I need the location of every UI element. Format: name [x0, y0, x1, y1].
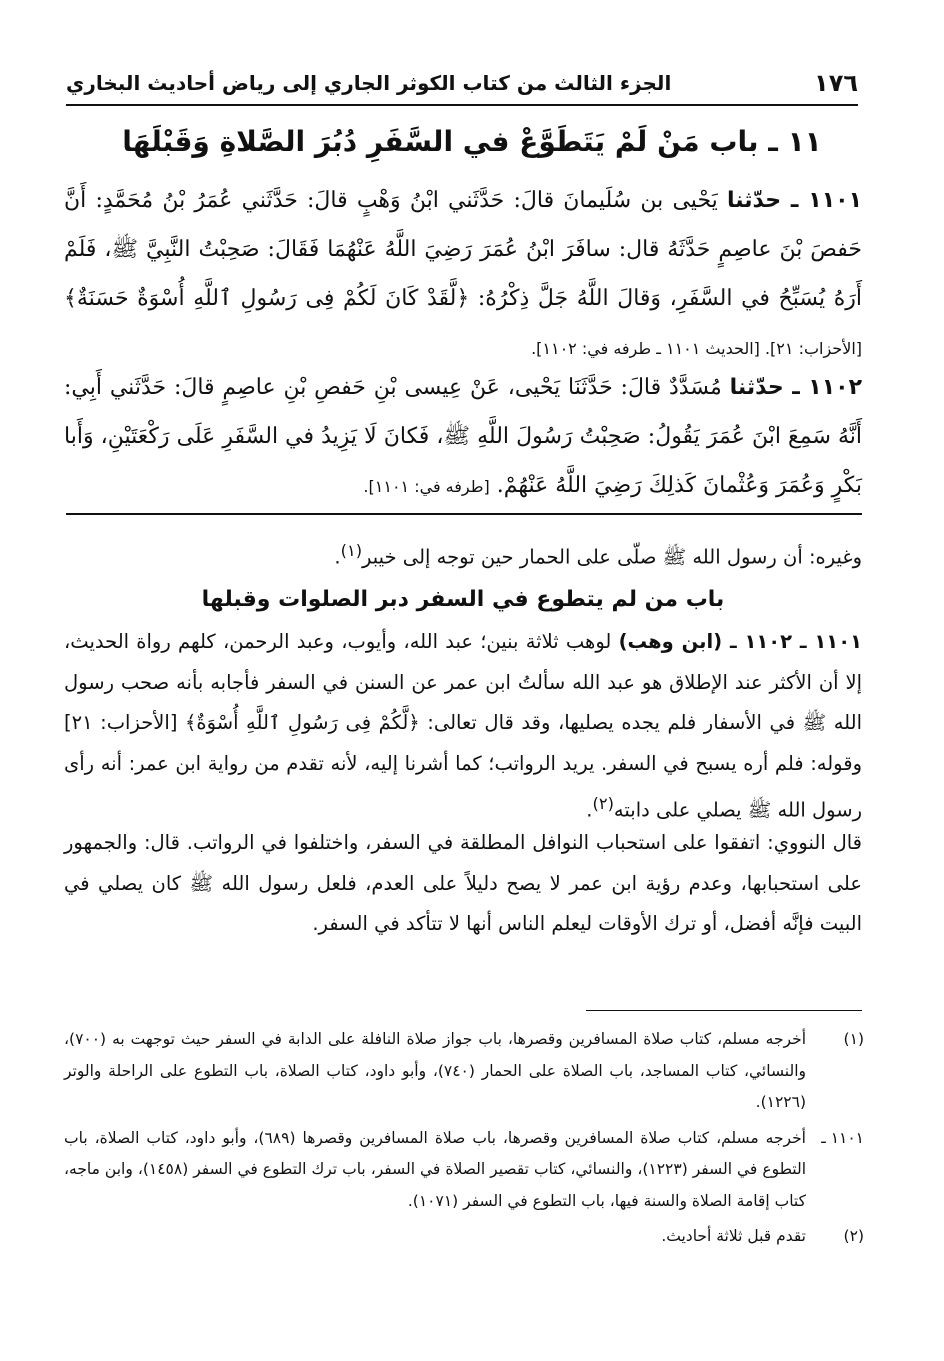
- hadith-1101: [64, 176, 862, 373]
- text-divider: [66, 513, 862, 515]
- footnote-text: تقدم قبل ثلاثة أحاديث.: [661, 1227, 806, 1245]
- commentary-paragraph-1-lead: ١١٠١ ـ ١١٠٢ ـ (ابن وهب): [618, 630, 863, 653]
- commentary-paragraph-2: قال النووي: اتفقوا على استحباب النوافل المطلقة في السفر، واختلفوا في الرواتب. قال: والجمهور على استحبابها، وعدم رؤية ابن عمر لا يصح دليلاً على العدم، فلعل رسول الله ﷺ كان يصلي في البيت فإنَّه أفضل، أو ترك الأوقات ليعلم الناس أنها لا تتأكد في السفر.: [64, 831, 862, 935]
- hadith-1102-text: مُسَدَّدٌ قالَ: حَدَّثَنَا يَحْيى، عَنْ عِيسى بْنِ حَفصِ بْنِ عاصِمٍ قالَ: حَدَّثَني أَبِي: أَنَّهُ سَمِعَ ابْنَ عُمَرَ يَقُولُ: صَحِبْتُ رَسُولَ اللَّهِ ﷺ، فَكانَ لَا يَزِيدُ في السَّفَرِ عَلَى رَكْعَتَيْنِ، وَأَبا بَكْرٍ وَعُمَرَ وَعُثْمانَ كَذلِكَ رَضِيَ اللَّهُ عَنْهُمْ.: [64, 375, 862, 498]
- commentary-paragraph-1-text: لوهب ثلاثة بنين؛ عبد الله، وأيوب، وعبد الرحمن، كلهم رواة الحديث، إلا أن الأكثر عند الإطلاق هو عبد الله سألتُ ابن عمر عن السنن في السفر فأجابه بأنه صحب رسول الله ﷺ في الأسفار فلم يجده يصليها، وقد قال تعالى: ﴿لَّكُمْ فِى رَسُولِ ٱللَّهِ أُسْوَةٌ﴾ [الأحزاب: ٢١] وقوله: فلم أره يسبح في السفر. يريد الرواتب؛ كما أشرنا إليه، لأنه تقدم من رواية ابن عمر: أنه رأى رسول الله ﷺ يصلي على دابته: [64, 630, 862, 822]
- footnote-mark: (٢): [843, 1227, 864, 1245]
- hadith-1102-lead: ١١٠٢ ـ حدّثنا: [729, 375, 863, 400]
- footnote-text: أخرجه مسلم، كتاب صلاة المسافرين وقصرها، باب جواز صلاة النافلة على الدابة في السفر حيث توجهت به (٧٠٠)، والنسائي، كتاب المساجد، باب الصلاة على الحمار (٧٤٠)، وأبو داود، كتاب الصلاة، باب التطوع على الراحلة والوتر (١٢٢٦).: [64, 1030, 806, 1111]
- footnote-ref-2[interactable]: (٢): [592, 794, 614, 813]
- footnote: [64, 1123, 864, 1218]
- hadith-1102-ref: [طرفه في: ١١٠١].: [363, 477, 490, 496]
- footnote-divider: [586, 1010, 862, 1011]
- hadith-1101-ref: [الأحزاب: ٢١]. [الحديث ١١٠١ ـ طرفه في: ١١٠٢].: [531, 339, 862, 358]
- page-number: ١٧٦: [814, 69, 858, 97]
- hadith-1102: [64, 363, 862, 511]
- book-title: الجزء الثالث من كتاب الكوثر الجاري إلى رياض أحاديث البخاري: [66, 71, 672, 95]
- footnotes: [64, 1024, 864, 1257]
- footnote-mark: ١١٠١ ـ: [821, 1128, 864, 1147]
- footnote-mark: (١): [843, 1030, 864, 1048]
- commentary-continuation-text: وغيره: أن رسول الله ﷺ صلّى على الحمار حين توجه إلى خيبر: [362, 545, 862, 569]
- commentary-continuation: وغيره: أن رسول الله ﷺ صلّى على الحمار حين توجه إلى خيبر$^{(١)}$.: [334, 541, 862, 569]
- footnote-ref-1[interactable]: (١): [340, 541, 363, 560]
- footnote-text: أخرجه مسلم، كتاب صلاة المسافرين وقصرها، باب صلاة المسافرين وقصرها (٦٨٩)، وأبو داود، كتاب الصلاة، باب التطوع في السفر (١٢٢٣)، والنسائي، كتاب تقصير الصلاة في السفر، باب ترك التطوع في السفر (١٤٥٨)، وابن ماجه، كتاب إقامة الصلاة والسنة فيها، باب التطوع في السفر (١٠٧١).: [64, 1128, 806, 1210]
- chapter-heading: ١١ ـ باب مَنْ لَمْ يَتَطَوَّعْ في السَّفَرِ دُبُرَ الصَّلاةِ وَقَبْلَهَا: [122, 125, 822, 158]
- hadith-1101-lead: ١١٠١ ـ حدّثنا: [726, 188, 863, 213]
- hadith-1101-text: يَحْيى بن سُلَيمانَ قالَ: حَدَّثَني ابْنُ وَهْبٍ قالَ: حَدَّثَني عُمَرُ بْنُ مُحَمَّدٍ: أَنَّ حَفصَ بْنَ عاصِمٍ حَدَّثَهُ قال: سافَرَ ابْنُ عُمَرَ رَضِيَ اللَّهُ عَنْهُمَا فَقَالَ: صَحِبْتُ النَّبِيَّ ﷺ، فَلَمْ أَرَهُ يُسَبِّحُ في السَّفَرِ، وَقالَ اللَّهُ جَلَّ ذِكْرُهُ: ﴿لَّقَدْ كَانَ لَكُمْ فِى رَسُولِ ٱللَّهِ أُسْوَةٌ حَسَنَةٌ﴾: [64, 188, 862, 311]
- footnote: [64, 1024, 864, 1119]
- running-header: [66, 62, 858, 106]
- section-title: باب من لم يتطوع في السفر دبر الصلوات وقبلها: [201, 587, 725, 612]
- footnote: [64, 1221, 864, 1253]
- commentary-paragraph-1: ١١٠١ ـ ١١٠٢ ـ (ابن وهب) لوهب ثلاثة بنين؛ عبد الله، وأيوب، وعبد الرحمن، كلهم رواة الحديث، إلا أن الأكثر عند الإطلاق هو عبد الله سألتُ ابن عمر عن السنن في السفر فأجابه بأنه صحب رسول الله ﷺ في الأسفار فلم يجده يصليها، وقد قال تعالى: ﴿لَّكُمْ فِى رَسُولِ ٱللَّهِ أُسْوَةٌ﴾ [الأحزاب: ٢١] وقوله: فلم أره يسبح في السفر. يريد الرواتب؛ كما أشرنا إليه، لأنه تقدم من رواية ابن عمر: أنه رأى رسول الله ﷺ يصلي على دابته$^{(٢)}$.: [64, 630, 863, 822]
